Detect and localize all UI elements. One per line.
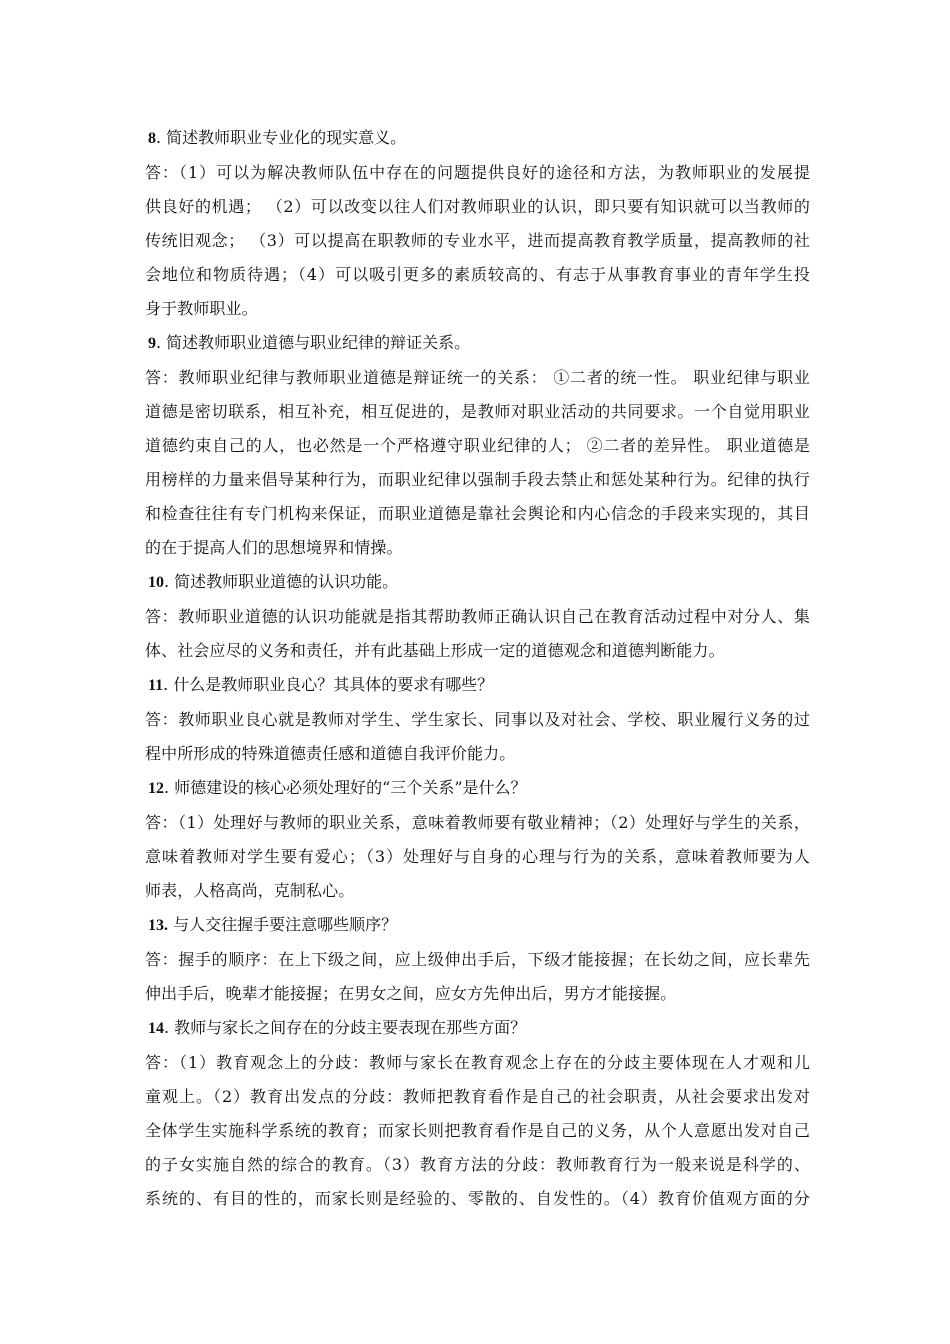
answer-line: 答：教师职业道德的认识功能就是指其帮助教师正确认识自己在教育活动过程中对分人、集 — [145, 607, 810, 626]
question-heading — [145, 565, 810, 600]
answer-line: 会地位和物质待遇；（4）可以吸引更多的素质较高的、有志于从事教育事业的青年学生投 — [145, 265, 810, 284]
question-number: 8 — [148, 130, 156, 147]
qa-item-14 — [145, 1011, 810, 1216]
answer-line: 程中所形成的特殊道德责任感和道德自我评价能力。 — [145, 744, 516, 763]
qa-item-9 — [145, 326, 810, 565]
qa-item-11 — [145, 668, 810, 771]
answer-line: 传统旧观念； （3）可以提高在职教师的专业水平，进而提高教育教学质量，提高教师的社 — [145, 231, 810, 250]
answer-line: 全体学生实施科学系统的教育；而家长则把教育看作是自己的义务，从个人意愿出发对自己 — [145, 1121, 810, 1140]
question-number: 12 — [148, 780, 164, 797]
answer-text — [145, 943, 810, 1011]
question-text: 与人交往握手要注意哪些顺序？ — [168, 915, 398, 934]
answer-line: 答：（1）教育观念上的分歧：教师与家长在教育观念上存在的分歧主要体现在人才观和儿 — [145, 1053, 810, 1072]
qa-item-13 — [145, 908, 810, 1011]
question-heading — [145, 771, 810, 806]
answer-line: 和检查往往有专门机构来保证，而职业道德是靠社会舆论和内心信念的手段来实现的，其目 — [145, 504, 810, 523]
answer-line: 答：（1）处理好与教师的职业关系，意味着教师要有敬业精神；（2）处理好与学生的关系， — [145, 813, 810, 832]
question-number: 11 — [148, 677, 164, 694]
answer-text — [145, 806, 810, 908]
question-number: 14 — [148, 1020, 164, 1037]
question-text: . 简述教师职业道德的认识功能。 — [164, 572, 399, 591]
question-heading — [145, 1011, 810, 1046]
answer-line: 供良好的机遇； （2）可以改变以往人们对教师职业的认识，即只要有知识就可以当教师的 — [145, 197, 810, 216]
answer-line: 伸出手后，晚辈才能接握；在男女之间，应女方先伸出后，男方才能接握。 — [145, 984, 677, 1003]
question-text: . 师德建设的核心必须处理好的“三个关系”是什么？ — [164, 778, 527, 797]
question-text: . 教师与家长之间存在的分歧主要表现在那些方面？ — [164, 1018, 527, 1037]
answer-line: 体、社会应尽的义务和责任，并有此基础上形成一定的道德观念和道德判断能力。 — [145, 641, 725, 660]
answer-text — [145, 703, 810, 771]
question-heading — [145, 668, 810, 703]
answer-line: 师表，人格高尚，克制私心。 — [145, 881, 355, 900]
answer-text — [145, 1046, 810, 1216]
qa-item-8 — [145, 121, 810, 326]
answer-line: 的在于提高人们的思想境界和情操。 — [145, 538, 403, 557]
answer-line: 身于教师职业。 — [145, 299, 258, 318]
answer-text — [145, 156, 810, 326]
question-text: . 简述教师职业道德与职业纪律的辩证关系。 — [156, 333, 471, 352]
question-heading — [145, 908, 810, 943]
qa-item-10 — [145, 565, 810, 668]
answer-line: 的子女实施自然的综合的教育。（3）教育方法的分歧：教师教育行为一般来说是科学的、 — [145, 1155, 810, 1174]
answer-line: 道德约束自己的人，也必然是一个严格遵守职业纪律的人； ②二者的差异性。 职业道德是 — [145, 436, 810, 455]
answer-line: 童观上。（2）教育出发点的分歧：教师把教育看作是自己的社会职责，从社会要求出发对 — [145, 1087, 810, 1106]
question-number: 9 — [148, 335, 156, 352]
answer-line: 答：（1）可以为解决教师队伍中存在的问题提供良好的途径和方法，为教师职业的发展提 — [145, 163, 810, 182]
question-text: . 简述教师职业专业化的现实意义。 — [156, 128, 407, 147]
answer-line: 意味着教师对学生要有爱心；（3）处理好与自身的心理与行为的关系，意味着教师要为人 — [145, 847, 810, 866]
question-number: 13. — [148, 917, 168, 934]
document-body — [145, 121, 810, 1216]
question-text: . 什么是教师职业良心？其具体的要求有哪些？ — [163, 675, 494, 694]
answer-line: 道德是密切联系，相互补充，相互促进的，是教师对职业活动的共同要求。一个自觉用职业 — [145, 402, 810, 421]
question-heading — [145, 121, 810, 156]
answer-line: 答：教师职业良心就是教师对学生、学生家长、同事以及对社会、学校、职业履行义务的过 — [145, 710, 810, 729]
qa-item-12 — [145, 771, 810, 908]
question-number: 10 — [148, 574, 164, 591]
answer-line: 答：握手的顺序：在上下级之间，应上级伸出手后，下级才能接握；在长幼之间，应长辈先 — [145, 950, 810, 969]
answer-text — [145, 361, 810, 565]
answer-line: 系统的、有目的性的，而家长则是经验的、零散的、自发性的。（4）教育价值观方面的分 — [145, 1189, 810, 1208]
answer-text — [145, 600, 810, 668]
answer-line: 用榜样的力量来倡导某种行为，而职业纪律以强制手段去禁止和惩处某种行为。纪律的执行 — [145, 470, 810, 489]
answer-line: 答：教师职业纪律与教师职业道德是辩证统一的关系： ①二者的统一性。 职业纪律与职业 — [145, 368, 810, 387]
question-heading — [145, 326, 810, 361]
